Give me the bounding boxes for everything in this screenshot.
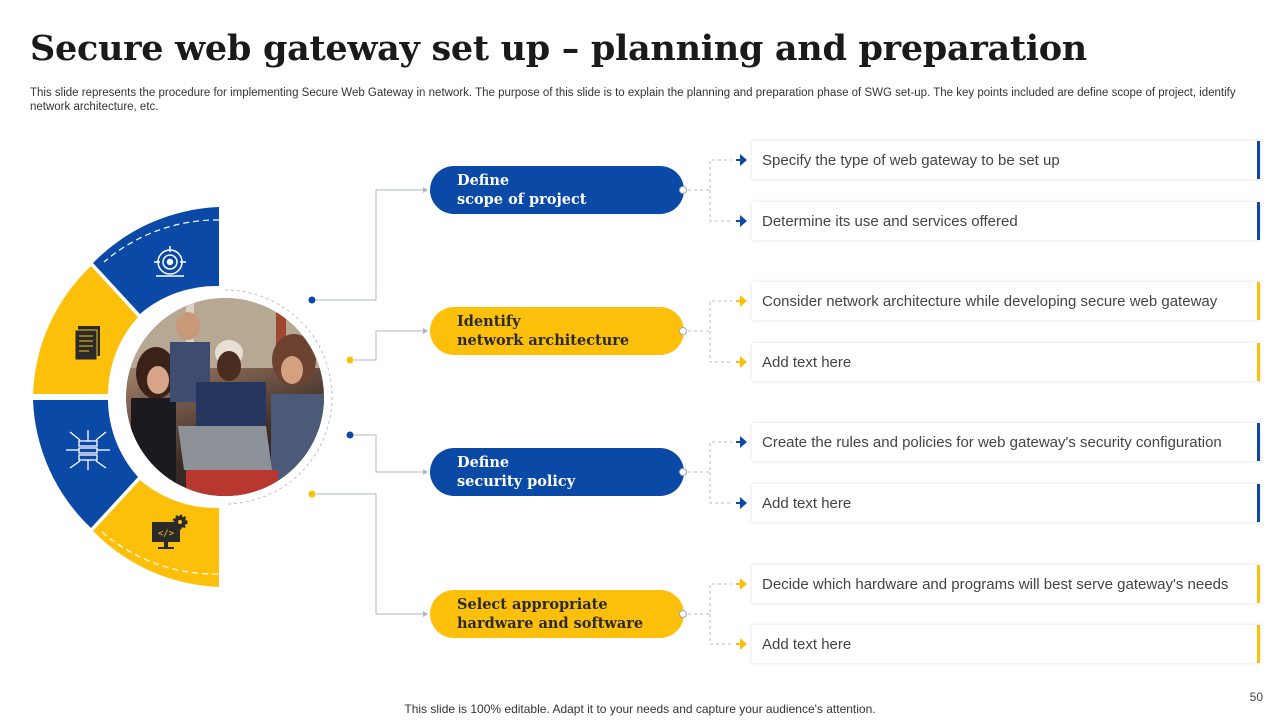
slide-subtitle: This slide represents the procedure for implementing Secure Web Gateway in network. The purpose of this slide is to explain the planning and preparation phase of SWG set-up. The key points included are define scope of project, identify network architecture, etc. [30,87,1236,113]
step-1-line2: scope of project [457,191,587,208]
pill-connector-dot [679,468,687,476]
step-4-line2: hardware and software [457,615,644,632]
step-3-line1: Define [457,454,510,471]
chevron-right-icon [734,496,750,510]
chevron-right-icon [734,294,750,308]
step-2-line1: Identify [457,313,521,330]
page-number: 50 [1249,690,1263,704]
bullet-box[interactable]: Add text here [752,343,1260,381]
bullet-box[interactable]: Add text here [752,625,1260,663]
pill-connector-dot [679,186,687,194]
chevron-right-icon [734,435,750,449]
bullet-box[interactable]: Create the rules and policies for web gateway's security configuration [752,423,1260,461]
slide-footer: This slide is 100% editable. Adapt it to your needs and capture your audience's attention. [404,702,876,716]
step-pill-identify-network[interactable] [430,307,684,355]
pill-connector-dot [679,610,687,618]
chevron-right-icon [734,214,750,228]
slide-title: Secure web gateway set up – planning and preparation [30,28,1087,69]
step-1-line1: Define [457,172,510,189]
chevron-right-icon [734,637,750,651]
step-pill-hardware-software[interactable] [430,590,684,638]
documents-icon [75,326,100,360]
chevron-right-icon [734,577,750,591]
bullet-box[interactable]: Add text here [752,484,1260,522]
bullet-box[interactable]: Specify the type of web gateway to be set up [752,141,1260,179]
team-photo-illustration [126,298,324,496]
step-2-line2: network architecture [457,332,630,349]
step-pill-define-scope[interactable] [430,166,684,214]
step-3-line2: security policy [457,473,576,490]
bullet-box[interactable]: Determine its use and services offered [752,202,1260,240]
bullet-box[interactable]: Consider network architecture while developing secure web gateway [752,282,1260,320]
chevron-right-icon [734,153,750,167]
chevron-right-icon [734,355,750,369]
step-pill-security-policy[interactable] [430,448,684,496]
step-4-line1: Select appropriate [457,596,608,613]
bullet-box[interactable]: Decide which hardware and programs will best serve gateway's needs [752,565,1260,603]
team-photo [126,298,324,496]
pill-connector-dot [679,327,687,335]
svg-text:</>: </> [157,529,175,539]
